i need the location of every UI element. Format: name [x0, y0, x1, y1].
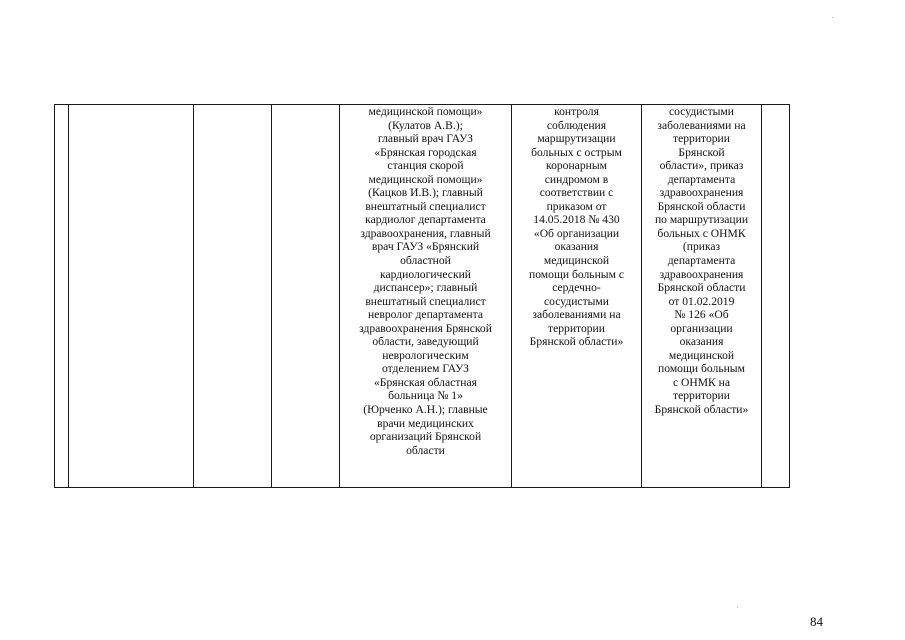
table-cell-result: контроля соблюдения маршрутизации больных с острым коронарным синдромом в соответствии с приказом от 14.05.2018 № 430 «Об организации оказания медицинской помощи больным с сердечно- сосудистыми заболеваниями на территории Брянской области» [512, 105, 642, 488]
table-cell-notes [762, 105, 790, 488]
table-cell-documents: сосудистыми заболеваниями на территории Брянской области», приказ департамента здравоохранения Брянской области по маршрутизации больных с ОНМК (приказ департамента здравоохранения Брянской области от 01.02.2019 № 126 «Об организации оказания медицинской помощи больным с ОНМК на территории Брянской области» [642, 105, 762, 488]
table-cell-responsible: медицинской помощи» (Кулатов А.В.); главный врач ГАУЗ «Брянская городская станция скорой медицинской помощи» (Кацков И.В.); главный внештатный специалист кардиолог департамента здравоохранения, главный врач ГАУЗ «Брянский областной кардиологический диспансер»; главный внештатный специалист невролог департамента здравоохранения Брянской области, заведующий неврологическим отделением ГАУЗ «Брянская областная больница № 1» (Юрченко А.Н.); главные врачи медицинских организаций Брянской области [340, 105, 512, 488]
table-cell-number [55, 105, 69, 488]
scan-speck [737, 607, 738, 608]
table-cell-end-date [272, 105, 340, 488]
table-cell-start-date [194, 105, 272, 488]
table-row [55, 105, 790, 488]
page-number: 84 [810, 614, 823, 629]
table-cell-activity [69, 105, 194, 488]
scan-speck [832, 17, 833, 18]
document-table [54, 104, 790, 488]
